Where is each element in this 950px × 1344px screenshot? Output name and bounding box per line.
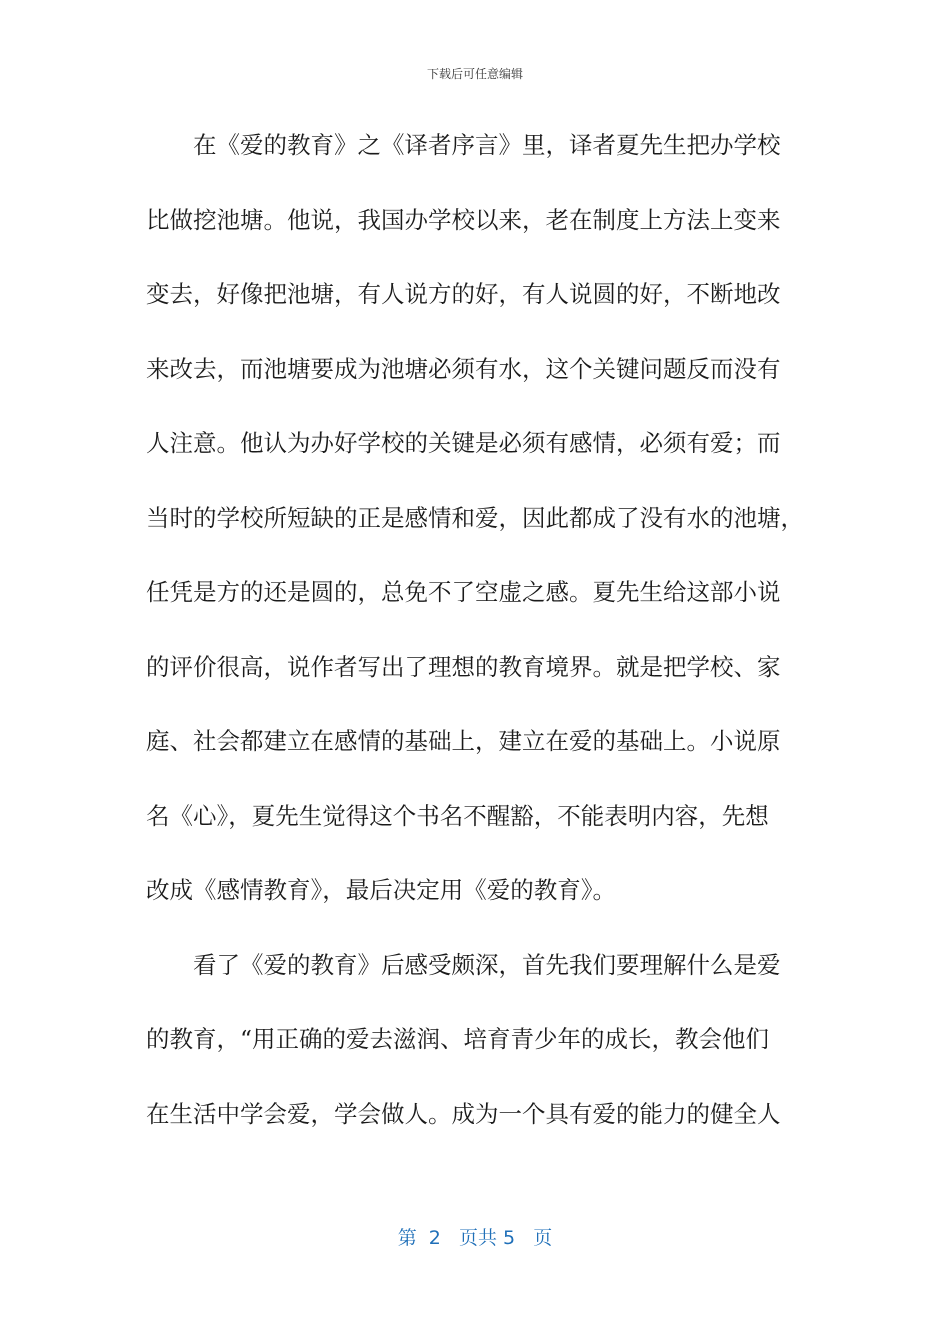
paragraph-1-line-4: 来改去，而池塘要成为池塘必须有水，这个关键问题反而没有: [146, 354, 781, 383]
paragraph-1-line-1: 在《爱的教育》之《译者序言》里，译者夏先生把办学校: [193, 131, 781, 159]
paragraph-1-line-7: 任凭是方的还是圆的，总免不了空虚之感。夏先生给这部小说: [146, 578, 781, 606]
paragraph-2-line-2: 的教育，“用正确的爱去滋润、培育青少年的成长，教会他们: [146, 1025, 770, 1053]
paragraph-1-line-11: 改成《感情教育》，最后决定用《爱的教育》。: [146, 876, 616, 904]
page-number-footer: 第 2 页共 5 页: [397, 1227, 553, 1249]
document-body: [146, 108, 806, 1151]
paragraph-1-line-10: 名《心》，夏先生觉得这个书名不醒豁，不能表明内容，先想: [146, 801, 769, 830]
paragraph-1-line-6: 当时的学校所短缺的正是感情和爱，因此都成了没有水的池塘，: [146, 503, 804, 532]
paragraph-1-line-3: 变去，好像把池塘，有人说方的好，有人说圆的好，不断地改: [146, 280, 781, 308]
paragraph-1-line-2: 比做挖池塘。他说，我国办学校以来，老在制度上方法上变来: [146, 205, 781, 234]
paragraph-1-line-9: 庭、社会都建立在感情的基础上，建立在爱的基础上。小说原: [146, 727, 781, 755]
page-header: 下载后可任意编辑: [426, 67, 523, 81]
paragraph-2-line-1: 看了《爱的教育》后感受颇深，首先我们要理解什么是爱: [193, 950, 781, 979]
paragraph-1-line-8: 的评价很高，说作者写出了理想的教育境界。就是把学校、家: [146, 652, 781, 681]
paragraph-2-line-3: 在生活中学会爱，学会做人。成为一个具有爱的能力的健全人: [146, 1099, 781, 1128]
paragraph-1-line-5: 人注意。他认为办好学校的关键是必须有感情，必须有爱；而: [146, 429, 781, 457]
